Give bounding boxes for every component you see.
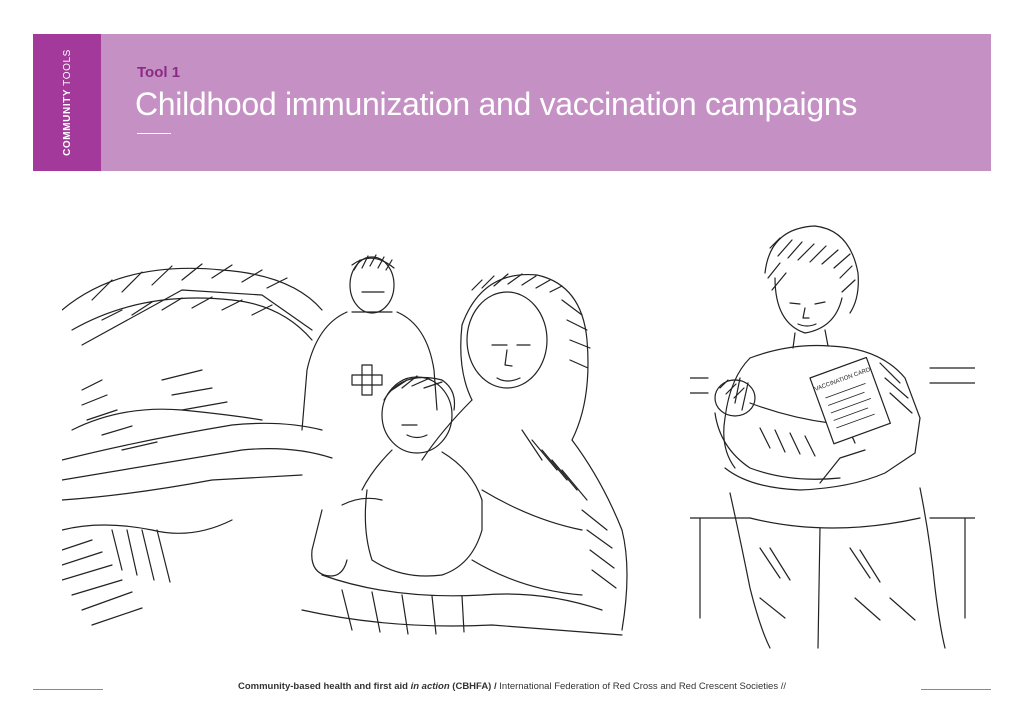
footer-organization: International Federation of Red Cross and Red Crescent Societies // [499,681,787,692]
vaccination-scene-illustration [62,230,637,650]
community-tools-tab [33,34,101,171]
footer-publication-subtitle: in action [410,681,450,692]
title-underline [137,133,171,134]
mother-baby-drawing [690,218,975,658]
tool-number: Tool 1 [137,64,181,81]
tools-label: TOOLS [61,49,73,86]
footer-rule-right [921,689,991,690]
community-label: COMMUNITY [61,88,73,156]
page-title: Childhood immunization and vaccination campaigns [135,86,858,122]
vaccination-scene-drawing [62,230,637,650]
mother-with-baby-illustration [690,218,975,658]
header-band [101,34,991,171]
footer-credit [110,681,914,692]
card-title-text: VACCINATION CARD [813,367,872,393]
footer-publication-title: Community-based health and first aid [237,681,411,692]
footer-rule-left [33,689,103,690]
community-tools-label [33,34,101,171]
footer-publication-acronym: (CBHFA) / [449,681,500,692]
